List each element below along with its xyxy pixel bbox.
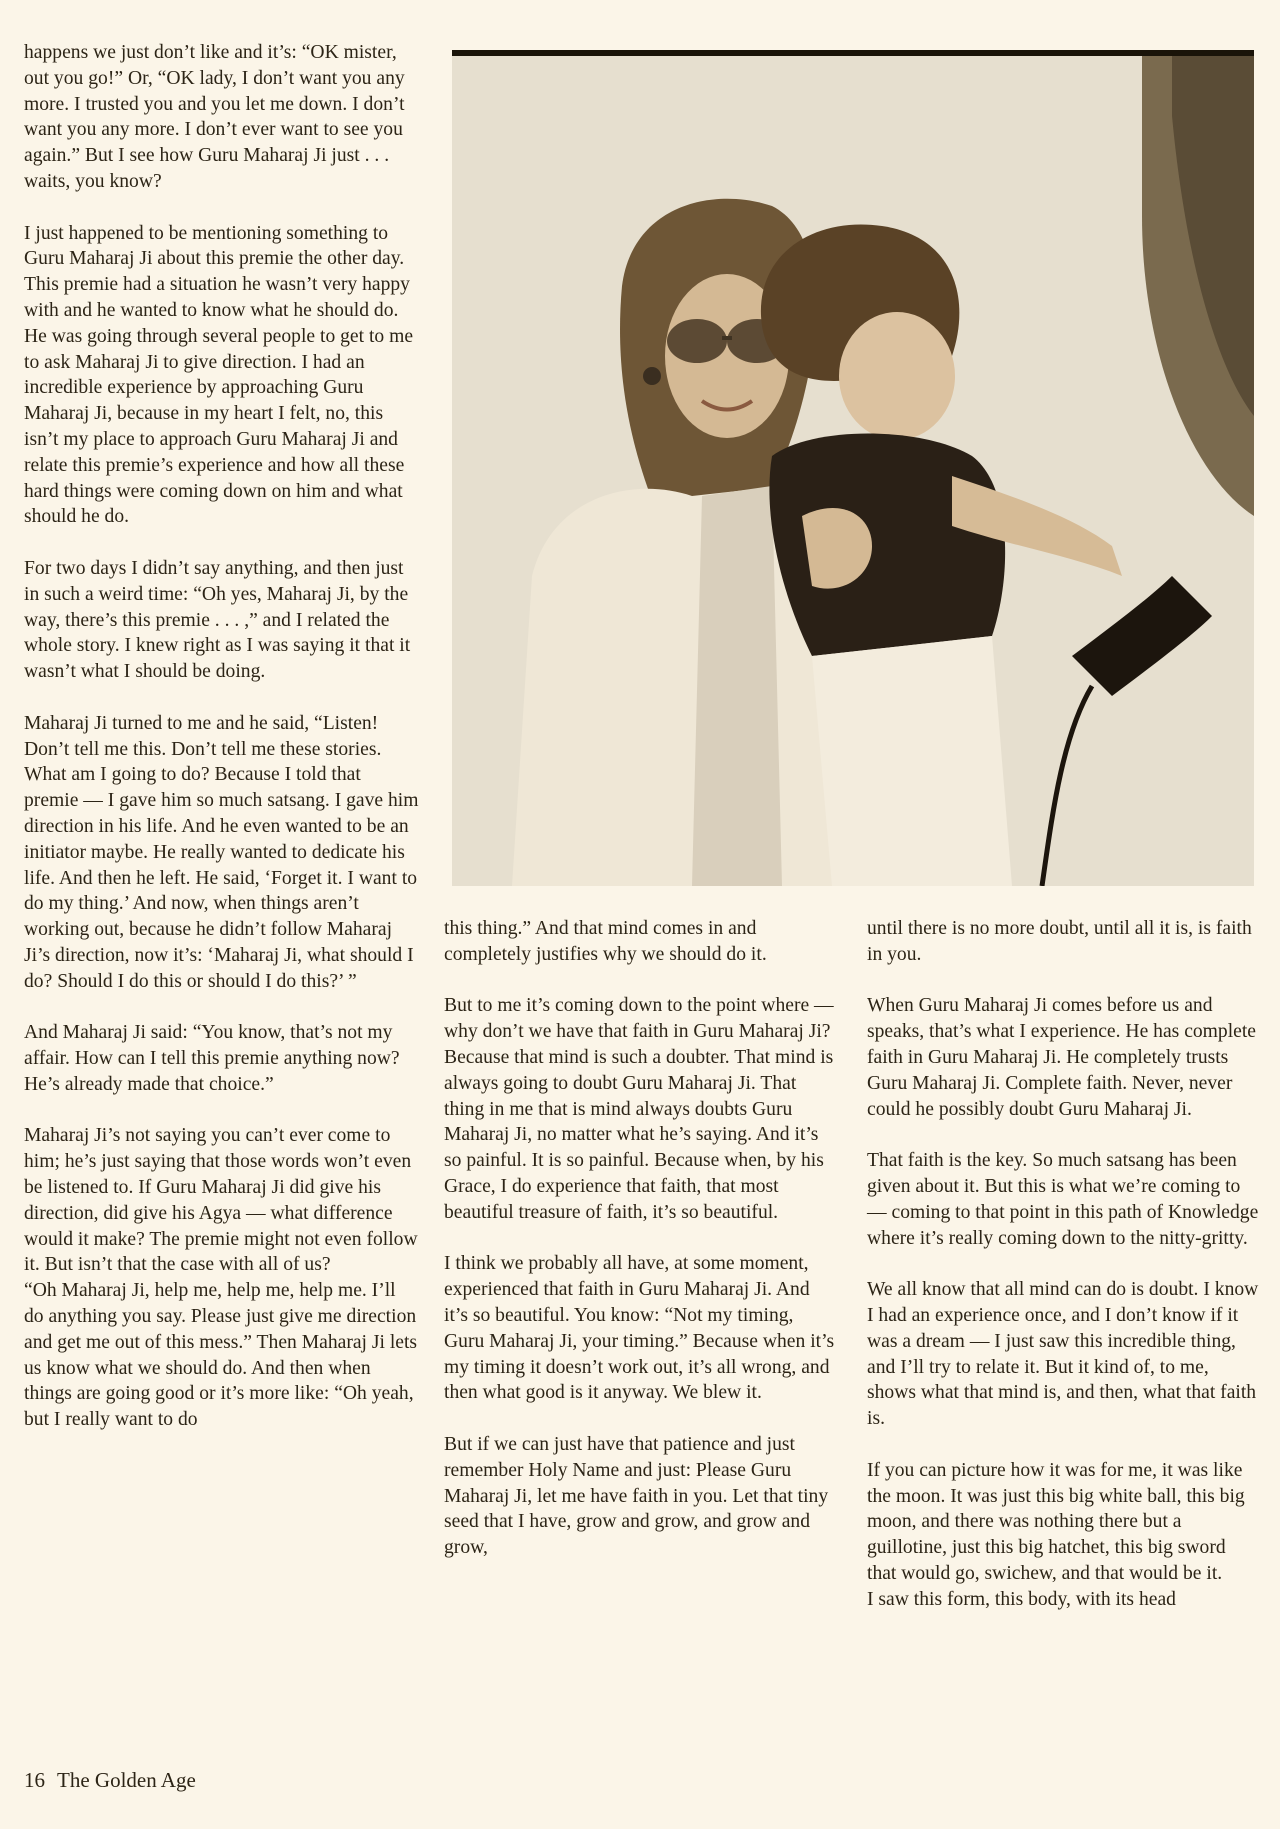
paragraph: And Maharaj Ji said: “You know, that’s not my affair. How can I tell this premie anything now? He’s already made that choice.” bbox=[24, 1022, 400, 1095]
article-column-3 bbox=[867, 916, 1259, 1613]
paragraph: For two days I didn’t say anything, and then just in such a weird time: “Oh yes, Maharaj Ji, by the way, there’s this premie . . . ,” and I related the whole story. I knew right as I was saying it that it wasn’t what I should be doing. bbox=[24, 557, 411, 683]
article-column-1 bbox=[24, 40, 420, 1433]
paragraph: until there is no more doubt, until all it is, is faith in you. bbox=[867, 918, 1252, 965]
article-column-2 bbox=[444, 916, 838, 1561]
mother-and-child-photo bbox=[452, 50, 1254, 886]
paragraph: Maharaj Ji’s not saying you can’t ever come to him; he’s just saying that those words won’t even be listened to. If Guru Maharaj Ji did give his direction, did give his Agya — what difference would it make? The premie might not even follow it. But isn’t that the case with all of us? bbox=[24, 1125, 418, 1276]
publication-title: The Golden Age bbox=[57, 1768, 196, 1792]
paragraph: When Guru Maharaj Ji comes before us and speaks, that’s what I experience. He has complete faith in Guru Maharaj Ji. He completely trusts Guru Maharaj Ji. Complete faith. Never, never could he possibly doubt Guru Maharaj Ji. bbox=[867, 995, 1257, 1120]
paragraph: I saw this form, this body, with its head bbox=[867, 1588, 1176, 1610]
paragraph: happens we just don’t like and it’s: “OK mister, out you go!” Or, “OK lady, I don’t want you any more. I trusted you and you let me down. I don’t want you any more. I don’t ever want to see you again.” But I see how Guru Maharaj Ji just . . . waits, you know? bbox=[24, 42, 405, 192]
page-footer bbox=[24, 1768, 208, 1793]
paragraph: “Oh Maharaj Ji, help me, help me, help me. I’ll do anything you say. Please just give me direction and get me out of this mess.” Then Maharaj Ji lets us know what we should do. And then when things are going good or it’s more like: “Oh yeah, but I really want to do bbox=[24, 1280, 418, 1431]
paragraph: I think we probably all have, at some moment, experienced that faith in Guru Maharaj Ji. And it’s so beautiful. You know: “Not my timing, Guru Maharaj Ji, your timing.” Because when it’s my timing it doesn’t work out, it’s all wrong, and then what good is it anyway. We blew it. bbox=[444, 1253, 835, 1404]
paragraph: Maharaj Ji turned to me and he said, “Listen! Don’t tell me this. Don’t tell me these stories. What am I going to do? Because I told that premie — I gave him so much satsang. I gave him direction in his life. And he even wanted to be an initiator maybe. He really wanted to dedicate his life. And then he left. He said, ‘Forget it. I want to do my thing.’ And now, when things aren’t working out, because he didn’t follow Maharaj Ji’s direction, now it’s: ‘Maharaj Ji, what should I do? Should I do this or should I do this?’ ” bbox=[24, 712, 419, 992]
paragraph: But if we can just have that patience and just remember Holy Name and just: Please Guru Maharaj Ji, let me have faith in you. Let that tiny seed that I have, grow and grow, and grow and grow, bbox=[444, 1433, 829, 1559]
mother-and-child-photo-icon bbox=[452, 56, 1254, 886]
paragraph: this thing.” And that mind comes in and completely justifies why we should do it. bbox=[444, 918, 767, 965]
paragraph: That faith is the key. So much satsang has been given about it. But this is what we’re coming to — coming to that point in this path of Knowledge where it’s really coming down to the nitty-gritty. bbox=[867, 1150, 1259, 1249]
paragraph: We all know that all mind can do is doubt. I know I had an experience once, and I don’t know if it was a dream — I just saw this incredible thing, and I’ll try to relate it. But it kind of, to me, shows what that mind is, and then, what that faith is. bbox=[867, 1279, 1259, 1430]
paragraph: I just happened to be mentioning something to Guru Maharaj Ji about this premie the other day. This premie had a situation he wasn’t very happy with and he wanted to know what he should do. He was going through several people to get to me to ask Maharaj Ji to give direction. I had an incredible experience by approaching Guru Maharaj Ji, because in my heart I felt, no, this isn’t my place to approach Guru Maharaj Ji and relate this premie’s experience and how all these hard things were coming down on him and what should he do. bbox=[24, 222, 414, 528]
paragraph: But to me it’s coming down to the point where — why don’t we have that faith in Guru Maharaj Ji? Because that mind is such a doubter. That mind is always going to doubt Guru Maharaj Ji. That thing in me that is mind always doubts Guru Maharaj Ji, no matter what he’s saying. And it’s so painful. It is so painful. Because when, by his Grace, I do experience that faith, that most beautiful treasure of faith, it’s so beautiful. bbox=[444, 995, 834, 1223]
paragraph: If you can picture how it was for me, it was like the moon. It was just this big white ball, this big moon, and there was nothing there but a guillotine, just this big hatchet, this big sword that would go, swichew, and that would be it. bbox=[867, 1459, 1245, 1584]
page-number: 16 bbox=[24, 1768, 45, 1792]
